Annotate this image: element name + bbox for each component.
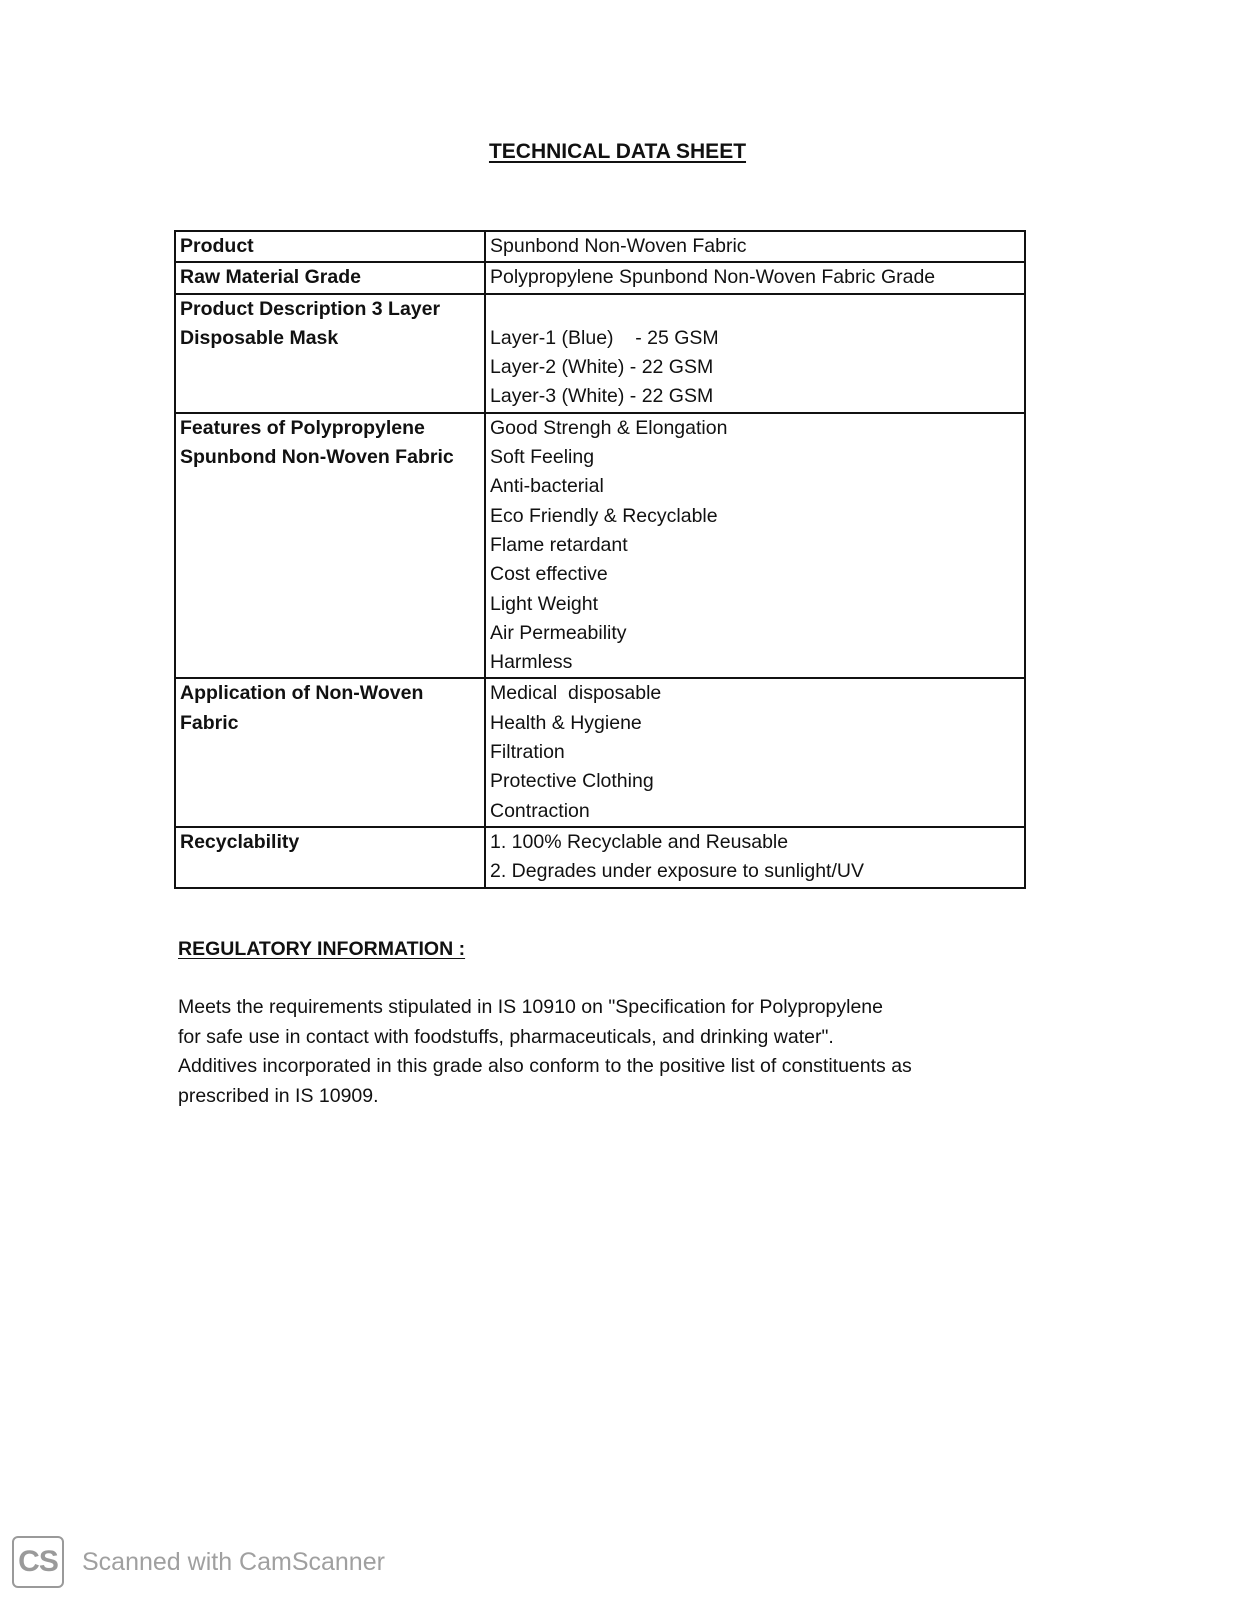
feature-item: Cost effective <box>490 563 608 586</box>
document-title-wrap <box>0 140 1235 164</box>
application-item: Health & Hygiene <box>490 711 642 734</box>
row-value: Polypropylene Spunbond Non-Woven Fabric Grade <box>490 266 936 289</box>
feature-item: Eco Friendly & Recyclable <box>490 504 718 527</box>
row-label-line: Application of Non-Woven <box>180 682 424 705</box>
row-label: Product <box>180 235 254 257</box>
feature-item: Light Weight <box>490 592 599 615</box>
camscanner-footer <box>12 1536 385 1588</box>
row-value: Spunbond Non-Woven Fabric <box>490 235 747 257</box>
regulatory-text <box>178 993 998 1111</box>
regulatory-heading: REGULATORY INFORMATION : <box>178 938 466 960</box>
table-row-application <box>175 678 1025 826</box>
table-row-product <box>175 231 1025 262</box>
row-value-cell <box>485 827 1025 888</box>
table-row-recyclability <box>175 827 1025 888</box>
row-label-cell <box>175 827 485 888</box>
recyclability-item: 1. 100% Recyclable and Reusable <box>490 830 789 853</box>
layer-item: Layer-1 (Blue) - 25 GSM <box>490 326 719 349</box>
row-label-cell <box>175 294 485 413</box>
row-label-line: Product Description 3 Layer <box>180 297 441 320</box>
technical-data-table <box>174 230 1026 889</box>
row-label: Raw Material Grade <box>180 266 361 289</box>
table-row-raw-material <box>175 262 1025 293</box>
regulatory-line: for safe use in contact with foodstuffs, pharmaceuticals, and drinking water". <box>178 1025 834 1048</box>
regulatory-line: Meets the requirements stipulated in IS 10910 on "Specification for Polypropylene <box>178 996 883 1018</box>
empty-line <box>490 295 1020 324</box>
camscanner-watermark: Scanned with CamScanner <box>82 1547 385 1576</box>
document-title: TECHNICAL DATA SHEET <box>488 140 747 163</box>
row-label-line: Disposable Mask <box>180 326 339 349</box>
row-label-line: Spunbond Non-Woven Fabric <box>180 446 454 469</box>
row-label: Recyclability <box>180 830 300 853</box>
feature-item: Harmless <box>490 651 573 674</box>
table-row-features <box>175 413 1025 679</box>
feature-item: Flame retardant <box>490 533 628 556</box>
row-label-cell <box>175 262 485 293</box>
row-label-line: Features of Polypropylene <box>180 416 425 439</box>
layer-item: Layer-2 (White) - 22 GSM <box>490 356 714 379</box>
row-value-cell <box>485 294 1025 413</box>
row-label-cell <box>175 678 485 826</box>
layer-item: Layer-3 (White) - 22 GSM <box>490 385 714 408</box>
feature-item: Air Permeability <box>490 621 627 644</box>
row-label-cell <box>175 231 485 262</box>
camscanner-logo-icon: CS <box>12 1536 64 1588</box>
application-item: Filtration <box>490 741 565 764</box>
row-value-cell <box>485 231 1025 262</box>
feature-item: Good Strengh & Elongation <box>490 416 728 439</box>
row-value-cell <box>485 678 1025 826</box>
regulatory-line: prescribed in IS 10909. <box>178 1084 379 1107</box>
recyclability-item: 2. Degrades under exposure to sunlight/UV <box>490 860 864 883</box>
row-label-line: Fabric <box>180 711 239 734</box>
row-value-cell <box>485 413 1025 679</box>
application-item: Contraction <box>490 799 590 822</box>
row-label-cell <box>175 413 485 679</box>
table-row-description <box>175 294 1025 413</box>
application-item: Medical disposable <box>490 682 662 705</box>
feature-item: Anti-bacterial <box>490 475 604 498</box>
feature-item: Soft Feeling <box>490 446 595 469</box>
row-value-cell <box>485 262 1025 293</box>
application-item: Protective Clothing <box>490 770 654 793</box>
regulatory-line: Additives incorporated in this grade also conform to the positive list of constituents as <box>178 1055 912 1077</box>
